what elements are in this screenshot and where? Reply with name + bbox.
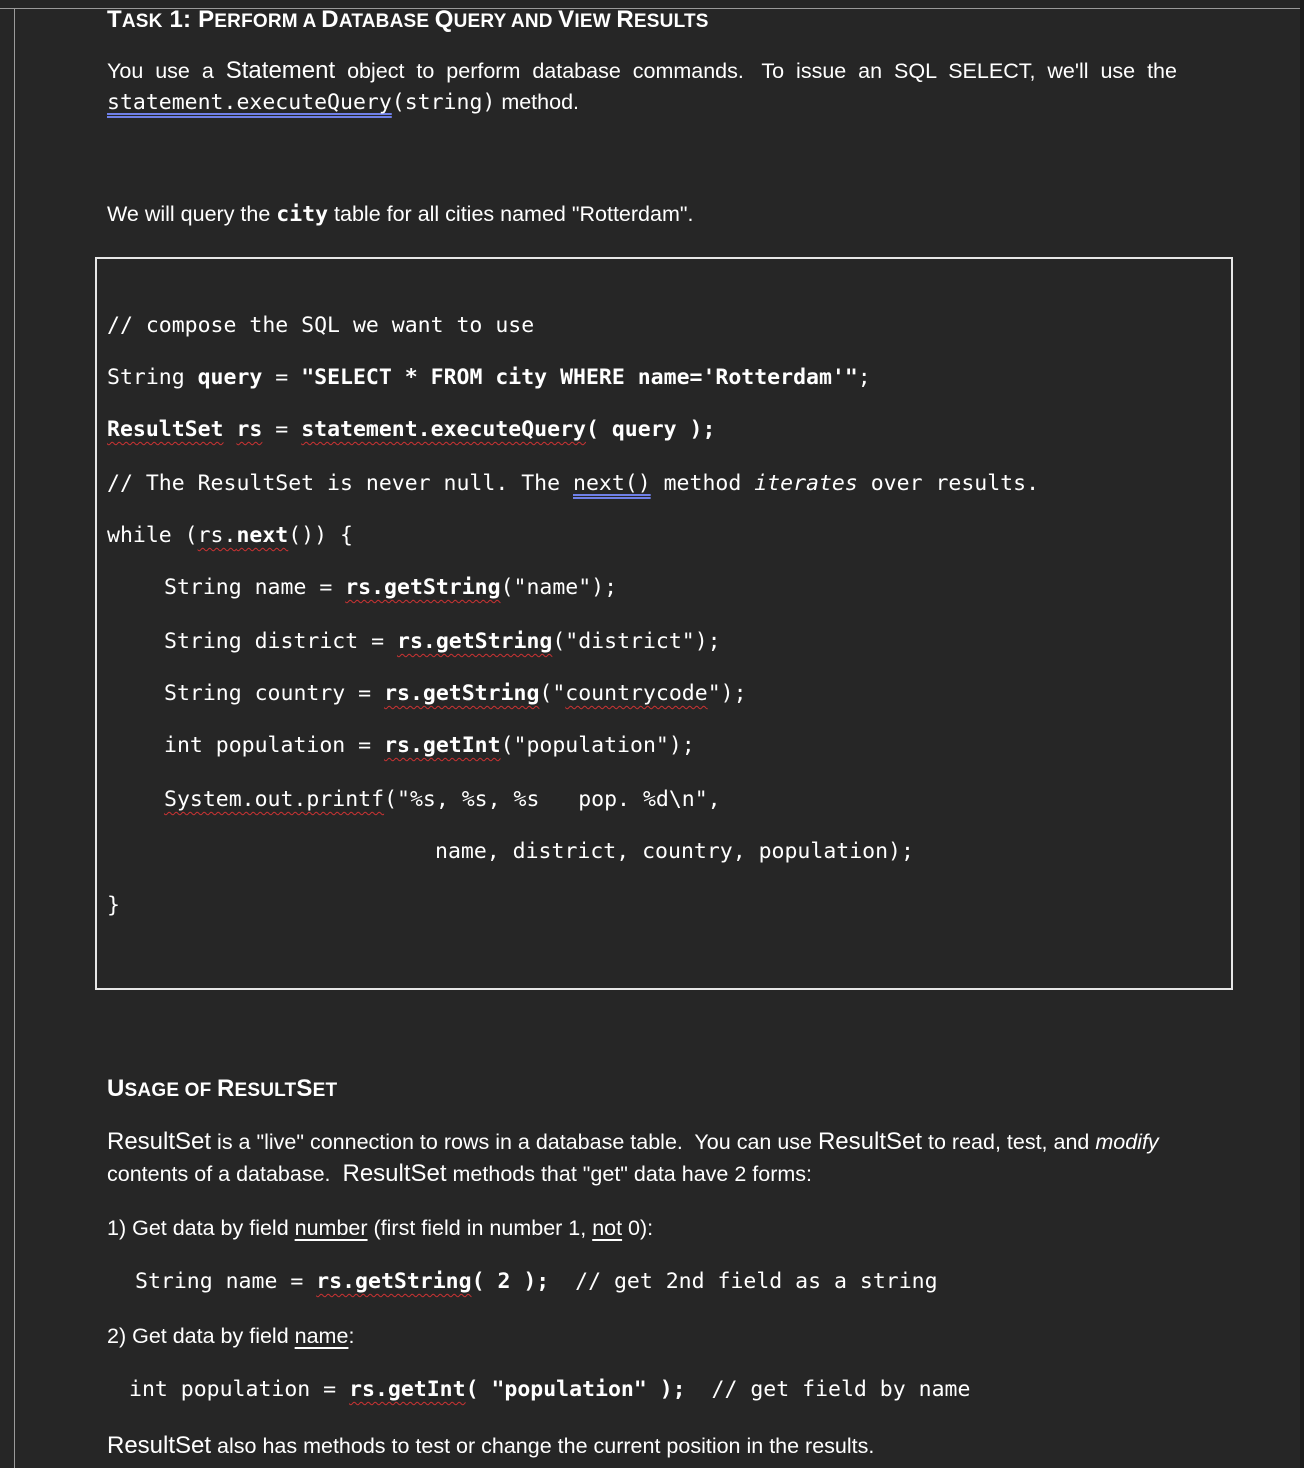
code-text: =	[262, 365, 302, 390]
heading-part: R	[216, 1075, 235, 1102]
code-text: rs	[236, 417, 263, 442]
method-arg: (string)	[391, 90, 496, 115]
usage-para-line1	[107, 1128, 1159, 1156]
code-text: rs.getString	[345, 575, 501, 600]
code-text: rs.getString	[397, 629, 553, 654]
text-run: not	[592, 1216, 623, 1240]
task1-heading	[107, 6, 709, 34]
heading-part: V	[558, 6, 575, 33]
text-run: :	[348, 1324, 355, 1348]
code-text: =	[262, 417, 302, 442]
code-text: countrycode	[565, 681, 708, 706]
code-line-country	[164, 681, 747, 706]
code-line-printf	[164, 787, 721, 812]
heading-part: ESULTS	[633, 11, 709, 32]
heading-part: IEW	[574, 11, 617, 32]
usage-code1	[135, 1269, 938, 1294]
resultset-term: ResultSet	[107, 1128, 212, 1155]
resultset-term: ResultSet	[817, 1128, 923, 1155]
code-text: rs.	[197, 523, 237, 548]
text-run: You use a	[107, 59, 226, 83]
code-text	[224, 417, 237, 442]
usage-item2	[107, 1324, 354, 1349]
code-text: // get field by name	[685, 1377, 971, 1402]
code-text: iterates	[754, 471, 858, 496]
heading-part: SAGE OF	[124, 1080, 217, 1101]
code-line-close-brace	[107, 893, 120, 918]
heading-part: ASK	[121, 11, 163, 32]
task1-query-description	[107, 202, 693, 227]
heading-part: ERFORM A	[214, 11, 322, 32]
code-text: statement.executeQuery	[301, 417, 586, 442]
text-run: 1) Get data by field	[107, 1216, 295, 1240]
page-right-edge	[1300, 0, 1304, 1468]
code-text: String name =	[164, 575, 346, 600]
heading-part: R	[616, 6, 634, 33]
code-text: method	[650, 471, 755, 496]
code-text: // get 2nd field as a string	[549, 1269, 938, 1294]
code-line-name	[164, 575, 617, 600]
execute-query-method: statement.executeQuery	[107, 90, 392, 115]
code-text: String country =	[164, 681, 385, 706]
code-text: ;	[857, 365, 871, 390]
code-text: ("%s, %s, %s pop. %d\n",	[384, 787, 721, 812]
code-text: int population =	[164, 733, 385, 758]
heading-part: S	[296, 1075, 313, 1102]
text-run: 2) Get data by field	[107, 1324, 295, 1348]
code-text: ( 2 );	[471, 1269, 550, 1294]
heading-part: U	[107, 1075, 125, 1102]
code-text: ResultSet	[107, 417, 224, 442]
text-run: method.	[495, 90, 580, 114]
heading-part: ET	[312, 1080, 338, 1101]
code-line-district	[164, 629, 721, 654]
code-string: "SELECT * FROM city WHERE name='Rotterdam'"	[301, 365, 858, 390]
text-run: number	[294, 1216, 368, 1240]
text-run: also has methods to test or change the current position in the results.	[211, 1434, 875, 1458]
code-text: rs.getInt	[384, 733, 501, 758]
text-run: (first field in number 1,	[367, 1216, 593, 1240]
page-left-border	[14, 8, 15, 1468]
code-line-query	[107, 365, 871, 390]
code-text: String district =	[164, 629, 397, 654]
heading-part: D	[321, 6, 339, 33]
code-text: ("name");	[500, 575, 618, 600]
code-text: // The ResultSet is never null. The	[107, 471, 573, 496]
code-text: ");	[707, 681, 747, 706]
text-run: to read, test, and	[922, 1130, 1096, 1154]
code-text: rs.getInt	[349, 1377, 466, 1402]
text-run: 0):	[622, 1216, 654, 1240]
code-text: ( query );	[585, 417, 716, 442]
code-text: int population =	[129, 1377, 350, 1402]
usage-item1	[107, 1216, 653, 1241]
code-text: ( "population" );	[465, 1377, 686, 1402]
task1-intro-line1	[107, 57, 1225, 85]
text-run: is a "live" connection to rows in a database table. You can use	[211, 1130, 818, 1154]
code-line-comment2	[107, 471, 1039, 496]
heading-part: ATABASE	[338, 11, 435, 32]
code-line-printf-args	[435, 839, 914, 864]
text-run: We will query the	[107, 202, 277, 226]
usage-para-line2	[107, 1160, 812, 1188]
code-text: }	[107, 893, 120, 918]
text-run: modify	[1095, 1130, 1159, 1154]
code-text: next	[236, 523, 289, 548]
code-text: ()) {	[288, 523, 353, 548]
usage-code2	[129, 1377, 970, 1402]
code-text: over results.	[857, 471, 1040, 496]
code-text: query	[197, 365, 263, 390]
text-run: object to perform database commands. To issue an SQL SELECT, we'll use the	[335, 59, 1177, 83]
usage-last-line	[107, 1432, 874, 1460]
code-text: System.out.printf	[164, 787, 385, 812]
code-line-resultset	[107, 417, 715, 442]
code-text: rs.getString	[384, 681, 540, 706]
code-text: rs.getString	[316, 1269, 472, 1294]
code-text: next()	[573, 471, 651, 496]
code-line-population	[164, 733, 695, 758]
code-text: // compose the SQL we want to use	[107, 313, 535, 338]
heading-part: T	[107, 6, 122, 33]
heading-part: ESULT	[234, 1080, 297, 1101]
usage-heading	[107, 1075, 337, 1103]
text-run: contents of a database.	[107, 1162, 343, 1186]
code-text: ("	[539, 681, 566, 706]
code-text: ("district");	[552, 629, 721, 654]
code-line-comment1	[107, 313, 534, 338]
statement-term: Statement	[225, 57, 336, 84]
code-text: ("population");	[500, 733, 695, 758]
resultset-term: ResultSet	[342, 1160, 447, 1187]
city-table-name: city	[276, 202, 329, 227]
code-text: String	[107, 365, 198, 390]
text-run: methods that "get" data have 2 forms:	[446, 1162, 812, 1186]
code-text: while (	[107, 523, 198, 548]
heading-part: Q	[434, 6, 454, 33]
heading-part: 1: P	[162, 6, 215, 33]
code-text: name, district, country, population);	[435, 839, 914, 864]
code-line-while	[107, 523, 353, 548]
code-text: String name =	[135, 1269, 317, 1294]
resultset-term: ResultSet	[107, 1432, 212, 1459]
task1-intro-line2	[107, 90, 579, 115]
heading-part: UERY AND	[453, 11, 559, 32]
text-run: name	[294, 1324, 349, 1348]
text-run: table for all cities named "Rotterdam".	[328, 202, 694, 226]
